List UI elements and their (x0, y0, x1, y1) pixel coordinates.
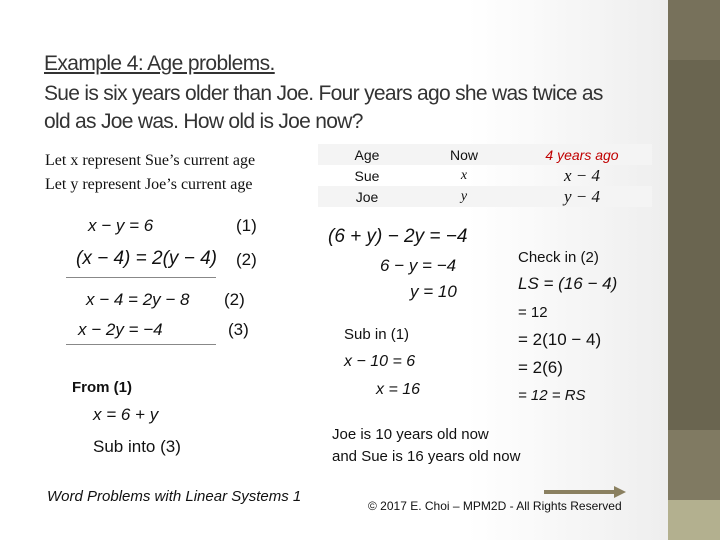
problem-line-2: old as Joe was. How old is Joe now? (44, 110, 363, 133)
sidebar-block-top (668, 0, 720, 60)
equation-2-simplified: x − 4 = 2y − 8 (86, 290, 190, 309)
middle-step-1: (6 + y) − 2y = −4 (328, 226, 468, 247)
sub-in-step-1: x − 10 = 6 (344, 353, 416, 370)
table-cell: Sue (354, 167, 380, 184)
equation-2-number: (2) (236, 250, 257, 269)
table-cell: Joe (318, 186, 416, 207)
check-label: Check in (2) (518, 249, 599, 266)
equation-3-number: (3) (228, 320, 249, 339)
divider-line (66, 344, 216, 345)
equation-1-number: (1) (236, 216, 257, 235)
check-line-5: = 12 = RS (518, 387, 586, 404)
table-row-joe (318, 186, 652, 207)
sub-in-step-2: x = 16 (376, 381, 421, 398)
table-cell: x (460, 167, 468, 183)
middle-step-2: 6 − y = −4 (380, 256, 457, 275)
equation-3: x − 2y = −4 (78, 320, 163, 339)
table-cell: y (416, 186, 512, 207)
table-header-row (318, 144, 652, 165)
table-cell: x − 4 (563, 165, 601, 185)
answer-line-1: Joe is 10 years old now (332, 426, 489, 443)
divider-line (66, 277, 216, 278)
age-table (318, 144, 652, 207)
footer-copyright: © 2017 E. Choi – MPM2D - All Rights Reserved (368, 499, 622, 513)
slide-title: Example 4: Age problems. (44, 52, 275, 75)
sidebar-block-bottom (668, 500, 720, 540)
equation-2: (x − 4) = 2(y − 4) (76, 248, 217, 269)
equation-2-simplified-number: (2) (224, 290, 245, 309)
middle-step-3: y = 10 (410, 282, 457, 301)
table-header-now: Now (416, 144, 512, 165)
from-equation: x = 6 + y (93, 405, 159, 424)
let-x-statement: Let x represent Sue’s current age (45, 152, 256, 169)
sub-in-label: Sub in (1) (344, 326, 410, 343)
equation-1: x − y = 6 (88, 216, 154, 235)
let-y-statement: Let y represent Joe’s current age (45, 176, 253, 193)
sidebar-block-mid (668, 430, 720, 500)
table-header-age: Age (318, 144, 416, 165)
sub-into-label: Sub into (3) (93, 437, 181, 456)
arrow-right-icon[interactable] (544, 486, 626, 498)
table-row-sue (318, 165, 652, 186)
footer-title: Word Problems with Linear Systems 1 (47, 488, 302, 505)
table-cell: y − 4 (512, 186, 652, 207)
check-line-4: = 2(6) (518, 358, 563, 377)
table-header-4-years-ago: 4 years ago (512, 144, 652, 165)
problem-line-1: Sue is six years older than Joe. Four years ago she was twice as (44, 82, 603, 105)
from-label: From (1) (72, 379, 132, 396)
check-line-1: LS = (16 − 4) (518, 274, 618, 293)
check-line-3: = 2(10 − 4) (518, 330, 602, 349)
answer-line-2: and Sue is 16 years old now (332, 448, 521, 465)
check-line-2: = 12 (518, 304, 548, 321)
